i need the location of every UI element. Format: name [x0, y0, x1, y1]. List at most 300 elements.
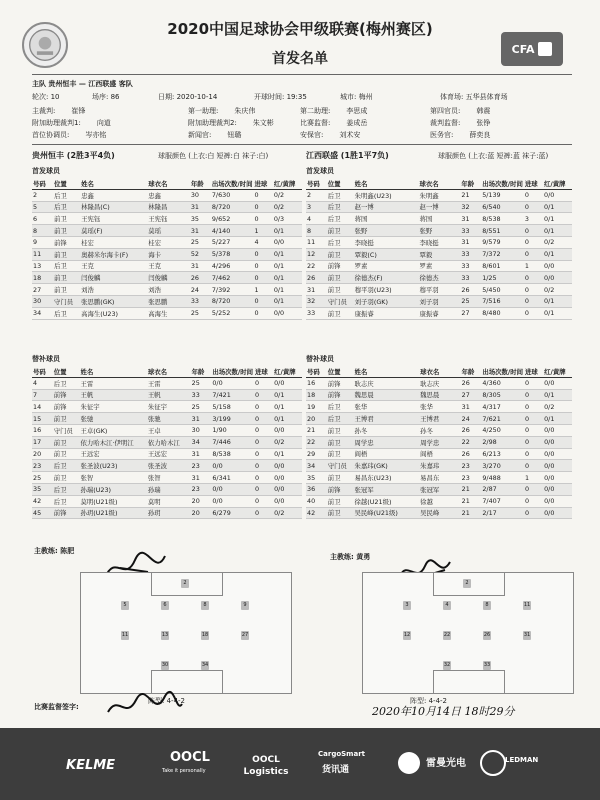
table-cell: 吴民峰(U21级)	[353, 507, 419, 519]
table-cell: 后卫	[53, 260, 80, 272]
column-header: 出场次数/时间	[482, 367, 524, 376]
table-cell: 前锋	[53, 236, 80, 248]
table-cell: 27	[32, 284, 53, 296]
table-cell: 前卫	[327, 272, 354, 284]
table-cell: 24	[190, 284, 211, 296]
table-cell: 35	[190, 213, 211, 225]
official-name: 薛奕良	[469, 131, 491, 139]
table-row	[306, 213, 572, 225]
table-cell: 20	[306, 413, 327, 425]
round-value: 10	[50, 93, 60, 101]
table-cell: 孙冬	[353, 424, 419, 436]
table-cell: 桂宏	[147, 236, 190, 248]
table-row	[32, 272, 302, 284]
table-row	[306, 236, 572, 248]
table-cell: 26	[306, 272, 327, 284]
table-row	[32, 413, 302, 425]
table-cell: 朱明鑫	[419, 189, 461, 201]
table-cell: 徐德杰	[419, 272, 461, 284]
official-name: 岑亦铭	[85, 131, 107, 139]
table-cell: 张圣波(U23)	[79, 460, 146, 472]
column-header: 位置	[53, 178, 80, 189]
table-cell: 7/421	[211, 389, 254, 401]
table-cell: 8	[306, 225, 327, 237]
table-row	[306, 295, 572, 307]
home-subs-title: 替补球员	[32, 355, 60, 363]
table-cell: 前锋	[53, 507, 80, 519]
table-row	[306, 460, 572, 472]
table-cell: 高海生(U23)	[80, 307, 147, 319]
column-header: 出场次数/时间	[482, 179, 523, 188]
table-cell: 赵一博	[354, 201, 419, 213]
table-cell: 孙玥	[147, 507, 191, 519]
away-starters-table	[306, 178, 572, 320]
table-row	[306, 225, 572, 237]
teams-line: 主队 贵州恒丰 — 江西联盛 客队	[32, 80, 133, 88]
table-cell: 0/0	[543, 189, 572, 201]
table-cell: 孙瑞(U23)	[79, 483, 146, 495]
table-header-row	[32, 366, 302, 377]
table-cell: 后卫	[327, 236, 354, 248]
column-header: 进球	[524, 178, 543, 189]
table-cell: 13	[32, 260, 53, 272]
table-cell: 23	[191, 483, 212, 495]
table-cell: 前卫	[53, 436, 80, 448]
table-cell: 前卫	[53, 448, 80, 460]
table-cell: 23	[191, 460, 212, 472]
table-cell: 5/450	[481, 284, 524, 296]
sponsor-bar	[0, 728, 600, 800]
table-cell: 20	[191, 507, 212, 519]
table-cell: 0/1	[543, 389, 572, 401]
table-cell: 0	[524, 236, 543, 248]
table-cell: 0/3	[273, 213, 302, 225]
table-cell: 9/579	[481, 236, 524, 248]
table-cell: 后卫	[327, 213, 354, 225]
column-header: 红/黄牌	[273, 366, 302, 377]
table-cell: 27	[460, 307, 481, 319]
table-row	[306, 377, 572, 389]
table-cell: 前卫	[53, 225, 80, 237]
table-cell: 3/270	[481, 460, 524, 472]
table-cell: 18	[32, 272, 53, 284]
kelme-logo: KELME	[66, 758, 116, 773]
table-cell: 0/0	[211, 483, 254, 495]
city-label: 城市:	[340, 93, 357, 101]
table-cell: 21	[461, 495, 482, 507]
table-cell: 8/720	[211, 201, 254, 213]
table-cell: 孙冬	[419, 424, 461, 436]
page-subtitle: 首发名单	[272, 51, 328, 67]
table-row	[32, 507, 302, 519]
table-cell: 8/538	[481, 213, 524, 225]
table-cell: 魏思晨	[353, 389, 419, 401]
table-cell: 42	[32, 495, 53, 507]
table-cell: 0	[524, 389, 543, 401]
table-cell: 0	[254, 483, 273, 495]
table-cell: 31	[306, 284, 327, 296]
table-cell: 0	[254, 424, 273, 436]
table-cell: 0/1	[273, 260, 302, 272]
table-cell: 34	[191, 436, 212, 448]
table-cell: 0	[254, 436, 273, 448]
table-cell: 6/279	[211, 507, 254, 519]
home-formation-field	[80, 572, 292, 694]
table-cell: 徐德杰(F)	[354, 272, 419, 284]
official-role: 附加助理裁判1:	[32, 119, 81, 127]
table-cell: 张冠军	[419, 483, 461, 495]
table-row	[306, 495, 572, 507]
table-cell: 0/0	[273, 424, 302, 436]
table-cell: 守门员	[327, 460, 354, 472]
column-header: 红/黄牌	[543, 178, 572, 189]
column-header: 号码	[306, 366, 327, 377]
ledman-ring-icon	[480, 750, 506, 776]
column-header: 号码	[306, 178, 327, 189]
table-cell: 后卫	[53, 460, 80, 472]
table-cell: 0	[524, 284, 543, 296]
table-cell: 4/296	[211, 260, 254, 272]
table-cell: 4/250	[481, 424, 524, 436]
official-role: 新闻官:	[188, 131, 212, 139]
table-cell: 后卫	[53, 377, 80, 389]
table-row	[306, 401, 572, 413]
table-cell: 0/2	[273, 201, 302, 213]
column-header: 进球	[524, 366, 543, 377]
table-cell: 赵一博	[419, 201, 461, 213]
oocl-logo: OOCL	[170, 750, 210, 765]
table-cell: 0	[254, 507, 273, 519]
table-cell: 0/0	[273, 307, 302, 319]
table-cell: 0/1	[273, 248, 302, 260]
table-cell: 1/90	[211, 424, 254, 436]
table-cell: 33	[191, 389, 212, 401]
table-cell: 5/252	[211, 307, 254, 319]
table-cell: 0/2	[543, 401, 572, 413]
table-row	[306, 436, 572, 448]
table-cell: 周学忠	[419, 436, 461, 448]
table-cell: 25	[32, 472, 53, 484]
table-cell: 王克	[80, 260, 147, 272]
table-row	[32, 483, 302, 495]
table-cell: 7/516	[481, 295, 524, 307]
table-cell: 前卫	[327, 248, 354, 260]
table-cell: 闫俊麟	[147, 272, 190, 284]
table-row	[306, 248, 572, 260]
table-row	[32, 436, 302, 448]
table-cell: 2/98	[481, 436, 524, 448]
table-row	[32, 460, 302, 472]
table-cell: 26	[460, 284, 481, 296]
table-cell: 刘子羽	[419, 295, 461, 307]
table-cell: 31	[191, 472, 212, 484]
cfa-logo	[501, 32, 563, 66]
table-cell: 5/227	[211, 236, 254, 248]
match-no-label: 场序:	[92, 93, 109, 101]
table-cell: 耿志庆	[419, 377, 461, 389]
home-kit-colors: 球服颜色 (上衣:白 短裤:白 袜子:白)	[158, 152, 269, 160]
table-cell: 依力哈木江	[147, 436, 191, 448]
table-cell: 0/0	[543, 507, 572, 519]
table-cell: 22	[461, 436, 482, 448]
table-cell: 前卫	[53, 284, 80, 296]
table-cell: 0	[254, 295, 273, 307]
stadium-value: 五华县体育场	[465, 93, 508, 101]
oocl-slogan: Take it personally	[162, 768, 206, 774]
table-cell: 0/1	[543, 225, 572, 237]
table-cell: 3/199	[211, 413, 254, 425]
table-cell: 21	[461, 507, 482, 519]
column-header: 进球	[254, 178, 273, 189]
table-row	[32, 401, 302, 413]
table-cell: 0	[524, 448, 543, 460]
table-cell: 26	[461, 377, 482, 389]
table-cell: 33	[460, 272, 481, 284]
official-name: 朱庆伟	[234, 107, 256, 115]
table-row	[32, 213, 302, 225]
table-cell: 前锋	[327, 377, 354, 389]
table-cell: 后卫	[53, 189, 80, 201]
table-cell: 20	[191, 495, 212, 507]
table-cell: 王博君	[419, 413, 461, 425]
table-cell: 0/0	[211, 460, 254, 472]
table-cell: 刘浩	[147, 284, 190, 296]
table-cell: 5	[32, 201, 53, 213]
table-cell: 朱征宇	[147, 401, 191, 413]
table-cell: 前卫	[327, 284, 354, 296]
table-cell: 0	[254, 248, 273, 260]
table-cell: 0/1	[273, 272, 302, 284]
cargosmart-logo: CargoSmart	[318, 750, 365, 758]
table-cell: 21	[306, 424, 327, 436]
table-row	[32, 225, 302, 237]
column-header: 球衣名	[147, 366, 191, 377]
table-cell: 0	[254, 448, 273, 460]
away-subs-table	[306, 366, 572, 519]
table-row	[306, 307, 572, 319]
table-cell: 0/1	[273, 413, 302, 425]
home-starters-table	[32, 178, 302, 320]
table-cell: 12	[306, 248, 327, 260]
table-cell: 前卫	[53, 413, 80, 425]
table-cell: 36	[306, 483, 327, 495]
home-formation: 阵型: 4-4-2	[148, 697, 185, 705]
column-header: 球衣名	[147, 178, 190, 189]
table-cell: 24	[461, 413, 482, 425]
page-title: 2020中国足球协会甲级联赛(梅州赛区)	[167, 20, 433, 38]
table-cell: 22	[306, 260, 327, 272]
table-cell: 11	[32, 248, 53, 260]
table-cell: 26	[461, 424, 482, 436]
player-shirt-icon: 32	[443, 662, 451, 668]
table-cell: 易昌东	[419, 472, 461, 484]
table-cell: 0	[254, 460, 273, 472]
player-shirt-icon: 22	[443, 632, 451, 638]
player-shirt-icon: 4	[443, 601, 451, 610]
table-cell: 前卫	[327, 507, 354, 519]
table-cell: 0/0	[273, 236, 302, 248]
table-cell: 42	[306, 507, 327, 519]
cfa-logo-text: CFA	[511, 42, 535, 56]
table-row	[306, 507, 572, 519]
player-shirt-icon: 18	[201, 632, 209, 638]
player-shirt-icon: 6	[161, 601, 169, 610]
table-cell: 前卫	[327, 472, 354, 484]
column-header: 进球	[254, 366, 273, 377]
table-cell: 0/1	[543, 201, 572, 213]
table-cell: 0	[524, 424, 543, 436]
table-cell: 0/0	[543, 377, 572, 389]
away-team-header: 江西联盛 (1胜1平7负)	[306, 151, 389, 160]
table-row	[32, 260, 302, 272]
table-cell: 8/720	[211, 295, 254, 307]
table-cell: 覃毅	[419, 248, 461, 260]
table-cell: 张思鹏(GK)	[80, 295, 147, 307]
table-cell: 罗素	[354, 260, 419, 272]
table-cell: 0/1	[273, 448, 302, 460]
table-cell: 0	[524, 413, 543, 425]
table-cell: 27	[461, 389, 482, 401]
table-cell: 张野	[354, 225, 419, 237]
table-cell: 0/1	[273, 284, 302, 296]
table-cell: 徐越	[419, 495, 461, 507]
table-cell: 0	[254, 201, 273, 213]
table-cell: 莫明	[147, 495, 191, 507]
official-role: 第二助理:	[300, 107, 331, 115]
table-cell: 31	[190, 201, 211, 213]
column-header: 红/黄牌	[543, 366, 572, 377]
official-role: 比赛监督:	[300, 119, 331, 127]
table-cell: 0/0	[273, 495, 302, 507]
column-header: 姓名	[80, 178, 147, 189]
table-cell: 王卓	[147, 424, 191, 436]
table-cell: 桂宏	[80, 236, 147, 248]
table-cell: 23	[461, 460, 482, 472]
column-header: 红/黄牌	[273, 178, 302, 189]
table-cell: 0/2	[543, 284, 572, 296]
table-cell: 0	[524, 307, 543, 319]
table-cell: 25	[191, 401, 212, 413]
table-cell: 后卫	[53, 483, 80, 495]
table-cell: 康振睿	[354, 307, 419, 319]
table-cell: 34	[306, 460, 327, 472]
table-cell: 前锋	[327, 260, 354, 272]
table-cell: 31	[190, 260, 211, 272]
table-cell: 7/446	[211, 436, 254, 448]
table-row	[32, 236, 302, 248]
table-cell: 4/317	[481, 401, 524, 413]
away-formation: 阵型: 4-4-2	[410, 697, 447, 705]
table-header-row	[32, 178, 302, 189]
table-cell: 耿志庆	[353, 377, 419, 389]
table-cell: 后卫	[327, 189, 354, 201]
table-cell: 7/392	[211, 284, 254, 296]
away-coach-label: 主教练:	[330, 553, 354, 561]
table-cell: 0/0	[273, 460, 302, 472]
official-entry	[188, 106, 255, 116]
table-cell: 海卡	[147, 248, 190, 260]
table-row	[32, 448, 302, 460]
table-row	[306, 272, 572, 284]
table-row	[32, 424, 302, 436]
table-cell: 19	[306, 401, 327, 413]
home-subs-table	[32, 366, 302, 519]
table-cell: 张华	[419, 401, 461, 413]
table-cell: 0	[254, 377, 273, 389]
table-cell: 33	[460, 248, 481, 260]
table-row	[306, 483, 572, 495]
table-cell: 覃毅(C)	[354, 248, 419, 260]
official-name: 朱文彬	[252, 119, 274, 127]
table-cell: 0/0	[543, 472, 572, 484]
table-cell: 王宪钰	[147, 213, 190, 225]
cargosmart-cn-logo: 货讯通	[322, 765, 350, 775]
table-cell: 0	[524, 436, 543, 448]
table-cell: 0	[524, 225, 543, 237]
table-cell: 蒋国	[354, 213, 419, 225]
player-shirt-icon: 27	[241, 632, 249, 638]
official-entry	[188, 130, 241, 140]
table-cell: 后卫	[53, 201, 80, 213]
table-cell: 王帆	[147, 389, 191, 401]
table-cell: 莫瑶(F)	[80, 225, 147, 237]
table-cell: 张智	[147, 472, 191, 484]
official-entry	[430, 130, 490, 140]
table-cell: 8/538	[211, 448, 254, 460]
table-cell: 张冠军	[353, 483, 419, 495]
player-shirt-icon: 33	[483, 662, 491, 668]
table-cell: 前卫	[327, 307, 354, 319]
table-cell: 0/2	[273, 436, 302, 448]
table-cell: 1	[524, 472, 543, 484]
divider	[32, 144, 572, 145]
table-cell: 7	[32, 389, 53, 401]
table-cell: 王雷	[147, 377, 191, 389]
table-cell: 王博君	[353, 413, 419, 425]
table-row	[306, 472, 572, 484]
player-shirt-icon: 11	[121, 632, 129, 638]
table-cell: 孙玥(U21级)	[79, 507, 146, 519]
table-cell: 8/305	[481, 389, 524, 401]
table-cell: 0/1	[543, 307, 572, 319]
official-role: 主裁判:	[32, 107, 56, 115]
match-no-value: 86	[110, 93, 120, 101]
column-header: 姓名	[354, 178, 419, 189]
home-starters-title: 首发球员	[32, 167, 60, 175]
ledman-cn-logo: 雷曼光电	[426, 758, 466, 769]
table-cell: 前锋	[327, 483, 354, 495]
table-cell: 8/480	[481, 307, 524, 319]
table-cell: 朱征宇	[79, 401, 146, 413]
official-name: 姜成岳	[346, 119, 368, 127]
table-cell: 阎梧	[419, 448, 461, 460]
table-cell: 31	[461, 401, 482, 413]
official-entry	[188, 118, 274, 128]
table-cell: 0	[254, 272, 273, 284]
table-cell: 18	[306, 389, 327, 401]
table-cell: 5/378	[211, 248, 254, 260]
home-coach	[34, 546, 74, 556]
table-cell: 朱嘉玮(GK)	[353, 460, 419, 472]
table-row	[32, 377, 302, 389]
table-cell: 0	[524, 483, 543, 495]
official-role: 附加助理裁判2:	[188, 119, 237, 127]
table-cell: 30	[32, 295, 53, 307]
table-cell: 闫俊麟	[80, 272, 147, 284]
official-entry	[300, 106, 367, 116]
column-header: 出场次数/时间	[211, 179, 253, 188]
table-cell: 0	[254, 401, 273, 413]
